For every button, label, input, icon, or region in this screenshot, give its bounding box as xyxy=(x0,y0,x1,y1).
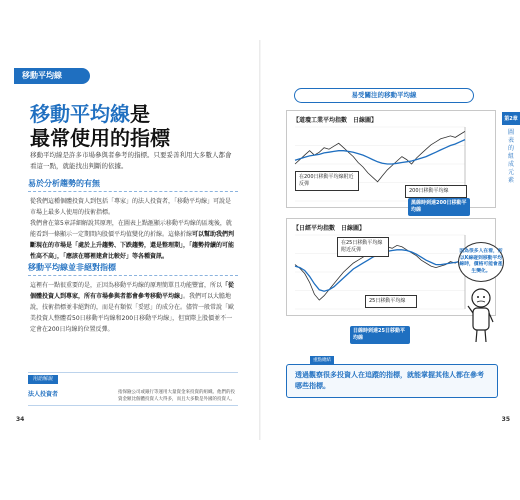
para2-a: 這裡有一點很重要的是，正因為移動平均線的原理簡單且功能豐富，所以 xyxy=(30,282,223,289)
title-highlight: 移動平均線 xyxy=(30,102,130,126)
subheading-not-absolute: 移動平均線並非絕對指標 xyxy=(28,262,238,276)
speech-bubble: 因為很多人在看，所以K線碰到移動平均線時，價格可能會產生變化。 xyxy=(458,242,504,282)
chart-nikkei-callout-bounce: 在25日移動平均線附近反彈 xyxy=(337,237,389,257)
right-page xyxy=(262,0,520,500)
glossary-text: 指保險公司或銀行等運用大量資金來投資的組織。他們的投資金額比個體投資人大得多，而且大多數是外國的投資人。 xyxy=(118,390,235,402)
para2-bold: 「從個體投資人到專家，所有市場參與者都會參考移動平均線」 xyxy=(30,282,235,300)
chart-nikkei-callout-reach: 日線時到達25日移動平均線 xyxy=(350,326,410,344)
chart-dow-title: 【道瓊工業平均指數 日線圖】 xyxy=(293,117,378,124)
chart-dow xyxy=(286,110,496,208)
chart-dow-callout-bounce: 在200日移動平均線附近反彈 xyxy=(295,171,359,191)
subheading-trend: 易於分析趨勢的有無 xyxy=(28,178,238,192)
chart-dow-callout-reach: 黑線時到達200日移動平均線 xyxy=(408,198,470,216)
page-number-right: 35 xyxy=(501,416,510,423)
para2-b: 。我們可以大膽地說，技術指標並非絕對的，而是有類似「妥慰」的成分在。儘管一般常說「歐美投資人整體看50日移動平均線和200日移動平均線」，但實際上股價並不一定會在200日均線的位置反彈。 xyxy=(30,293,235,333)
para1-bold: 可以幫助我們判斷現在的市場是「處於上升趨勢、下跌趨勢，還是整理期」，「趨勢持續的可能性高不高」，「應該在哪裡建倉比較好」等各種資訊。 xyxy=(30,231,235,260)
person-illustration-icon xyxy=(462,286,500,344)
chapter-side-tab xyxy=(502,112,520,185)
chart-nikkei-callout-ma: 25日移動平均線 xyxy=(365,295,417,308)
chart-nikkei-title: 【日經平均指數 日線圖】 xyxy=(293,225,366,232)
para1-a: 從我們這種個體投資人到包括「專家」的法人投資者，「移動平均線」可說是市場上最多人使用的技術指標。 xyxy=(30,198,232,216)
page-title xyxy=(30,102,170,150)
paragraph-trend xyxy=(30,196,235,262)
title-line2: 最常使用的指標 xyxy=(30,126,170,150)
glossary-box xyxy=(28,372,238,406)
para1-b: 我們會在第5章詳細解說其原理，在圖表上點滙顯示移動平均線的區塊後，就能看到一條顯示一定期間內股價平均值變化的折線。這條折線 xyxy=(30,220,232,238)
section-tag: 移動平均線 xyxy=(14,68,90,84)
summary-box: 透過觀察很多投資人在追蹤的指標，就能掌握其他人都在參考哪些指標。 xyxy=(286,364,498,398)
chapter-label: 第2章 xyxy=(502,112,520,125)
chart-dow-moving-average-line xyxy=(295,140,465,164)
paragraph-not-absolute xyxy=(30,280,235,335)
glossary-tag: 用語解說 xyxy=(28,375,58,384)
summary-tag: 重點總結 xyxy=(310,356,334,365)
chapter-title: 圖表的組成元素 xyxy=(507,129,514,184)
glossary-term: 法人投資者 xyxy=(28,391,59,398)
chart-dow-callout-ma: 200日移動平均線 xyxy=(405,185,467,198)
title-suffix: 是 xyxy=(130,102,150,126)
figure-title: 易受關注的移動平均線 xyxy=(294,88,474,103)
page-number-left: 34 xyxy=(16,416,25,423)
intro-text: 移動平均線是許多市場參與者參考的指標。只要妥善利用大多數人都會看這一點，就能找出判斷的依據。 xyxy=(30,151,232,170)
